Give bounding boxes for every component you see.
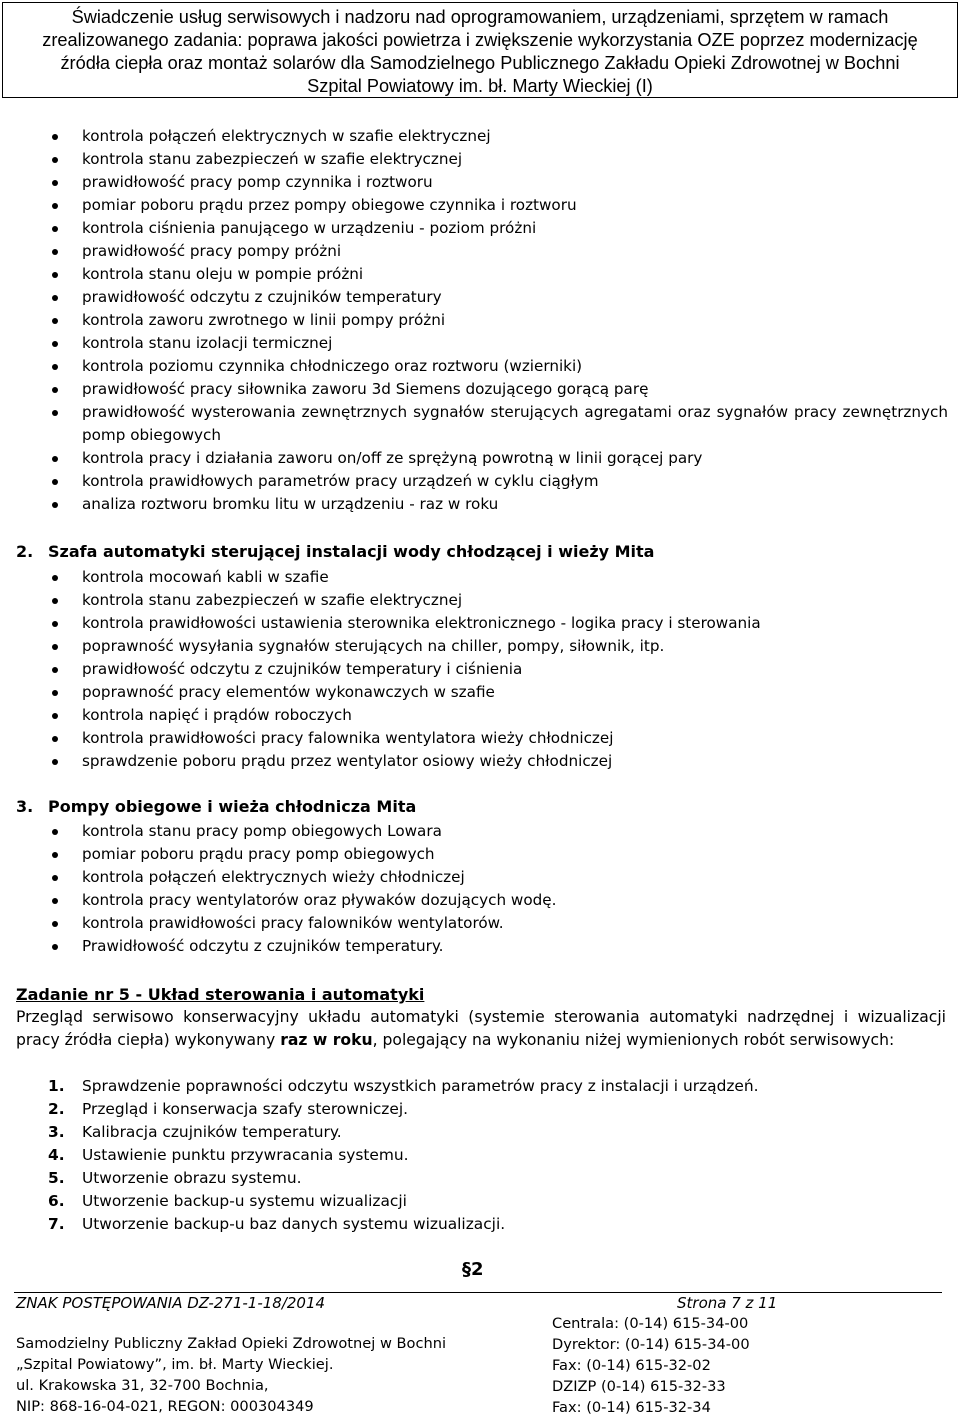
list-item: kontrola prawidłowości ustawienia sterownika elektronicznego - logika pracy i sterowania: [0, 612, 761, 635]
list-item: Prawidłowość odczytu z czujników temperatury.: [0, 935, 556, 958]
zadanie-paragraph: Przegląd serwisowo konserwacyjny układu automatyki (systemie sterowania automatyki nadrzędnej i wizualizacji pracy źródła ciepła) wykonywany raz w roku, polegający na wykonaniu niżej wymienionych robót serwisowych:: [16, 1008, 946, 1049]
list-item: kontrola zaworu zwrotnego w linii pompy próżni: [0, 309, 948, 332]
list-item: kontrola stanu izolacji termicznej: [0, 332, 948, 355]
list-item: prawidłowość odczytu z czujników temperatury: [0, 286, 948, 309]
bullet-icon: [52, 575, 58, 581]
list-item: 2. Przegląd i konserwacja szafy sterowniczej.: [48, 1100, 409, 1118]
footer-reference: ZNAK POSTĘPOWANIA DZ-271-1-18/2014: [16, 1294, 326, 1312]
bullet-icon: [52, 502, 58, 508]
zadanie-steps: [0, 1075, 759, 1236]
header-line: źródła ciepła oraz montaż solarów dla Samodzielnego Publicznego Zakładu Opieki Zdrowotnej w Bochni: [60, 53, 900, 73]
list-item: kontrola prawidłowych parametrów pracy urządzeń w cyklu ciągłym: [0, 470, 948, 493]
section2-list: [0, 566, 761, 773]
list-item: kontrola stanu zabezpieczeń w szafie elektrycznej: [0, 589, 761, 612]
list-item: 5. Utworzenie obrazu systemu.: [48, 1169, 302, 1187]
list-item: 4. Ustawienie punktu przywracania systemu.: [48, 1146, 409, 1164]
list-item: pomiar poboru prądu pracy pomp obiegowych: [0, 843, 556, 866]
bullet-icon: [52, 341, 58, 347]
bullet-icon: [52, 898, 58, 904]
list-item: analiza roztworu bromku litu w urządzeniu - raz w roku: [0, 493, 948, 516]
list-item: kontrola pracy wentylatorów oraz pływaków dozujących wodę.: [0, 889, 556, 912]
list-item: 1. Sprawdzenie poprawności odczytu wszystkich parametrów pracy z instalacji i urządzeń.: [48, 1077, 759, 1095]
footer-contact-line: Centrala: (0-14) 615-34-00: [552, 1315, 749, 1332]
list-item: poprawność pracy elementów wykonawczych w szafie: [0, 681, 761, 704]
bullet-icon: [52, 621, 58, 627]
bullet-icon: [52, 875, 58, 881]
bullet-icon: [52, 852, 58, 858]
section2-heading: 2. Szafa automatyki sterującej instalacji wody chłodzącej i wieży Mita: [16, 542, 655, 561]
list-item: prawidłowość odczytu z czujników temperatury i ciśnienia: [0, 658, 761, 681]
section3-list: [0, 820, 556, 958]
bullet-icon: [52, 249, 58, 255]
bullet-icon: [52, 759, 58, 765]
list-item: kontrola napięć i prądów roboczych: [0, 704, 761, 727]
list-item: kontrola pracy i działania zaworu on/off ze sprężyną powrotną w linii gorącej pary: [0, 447, 948, 470]
bullet-icon: [52, 180, 58, 186]
bullet-icon: [52, 644, 58, 650]
bullet-icon: [52, 295, 58, 301]
list-item: kontrola poziomu czynnika chłodniczego oraz roztworu (wzierniki): [0, 355, 948, 378]
footer-address-line: „Szpital Powiatowy”, im. bł. Marty Wieckiej.: [16, 1356, 334, 1373]
footer-contact-line: Fax: (0-14) 615-32-34: [552, 1399, 711, 1416]
footer-contact-line: DZIZP (0-14) 615-32-33: [552, 1378, 726, 1395]
footer-address: [16, 1333, 446, 1417]
list-item: pomiar poboru prądu przez pompy obiegowe czynnika i roztworu: [0, 194, 948, 217]
page-number: Strona 7 z 11: [677, 1294, 778, 1312]
section3-heading: 3. Pompy obiegowe i wieża chłodnicza Mita: [16, 797, 417, 816]
document-header: [2, 2, 958, 98]
list-item: 7. Utworzenie backup-u baz danych systemu wizualizacji.: [48, 1215, 506, 1233]
list-item: prawidłowość pracy pomp czynnika i roztworu: [0, 171, 948, 194]
footer-divider: [14, 1292, 942, 1293]
list-item: 3. Kalibracja czujników temperatury.: [48, 1123, 342, 1141]
footer-address-line: ul. Krakowska 31, 32-700 Bochnia,: [16, 1377, 269, 1394]
list-item: kontrola ciśnienia panującego w urządzeniu - poziom próżni: [0, 217, 948, 240]
list-item: kontrola połączeń elektrycznych wieży chłodniczej: [0, 866, 556, 889]
bullet-icon: [52, 713, 58, 719]
bullet-icon: [52, 318, 58, 324]
footer-address-line: Samodzielny Publiczny Zakład Opieki Zdrowotnej w Bochni: [16, 1335, 447, 1352]
bullet-icon: [52, 598, 58, 604]
list-item: kontrola prawidłowości pracy falowników wentylatorów.: [0, 912, 556, 935]
section1-list: [0, 125, 948, 516]
header-line: Szpital Powiatowy im. bł. Marty Wieckiej (I): [307, 76, 653, 96]
bullet-icon: [52, 944, 58, 950]
list-item: 6. Utworzenie backup-u systemu wizualizacji: [48, 1192, 407, 1210]
list-item: sprawdzenie poboru prądu przez wentylator osiowy wieży chłodniczej: [0, 750, 761, 773]
bullet-icon: [52, 736, 58, 742]
bullet-icon: [52, 667, 58, 673]
bullet-icon: [52, 456, 58, 462]
list-item: kontrola prawidłowości pracy falownika wentylatora wieży chłodniczej: [0, 727, 761, 750]
list-item: poprawność wysyłania sygnałów sterujących na chiller, pompy, siłownik, itp.: [0, 635, 761, 658]
list-item: kontrola mocowań kabli w szafie: [0, 566, 761, 589]
bullet-icon: [52, 829, 58, 835]
bullet-icon: [52, 134, 58, 140]
list-item: kontrola stanu pracy pomp obiegowych Lowara: [0, 820, 556, 843]
footer-address-line: NIP: 868-16-04-021, REGON: 000304349: [16, 1398, 314, 1415]
bullet-icon: [52, 479, 58, 485]
footer-contact-line: Fax: (0-14) 615-32-02: [552, 1357, 711, 1374]
bullet-icon: [52, 921, 58, 927]
footer-contacts: [552, 1313, 750, 1418]
bullet-icon: [52, 364, 58, 370]
bullet-icon: [52, 387, 58, 393]
bullet-icon: [52, 226, 58, 232]
zadanie-title: Zadanie nr 5 - Układ sterowania i automatyki: [16, 985, 425, 1004]
list-item: prawidłowość pracy siłownika zaworu 3d Siemens dozującego gorącą parę: [0, 378, 948, 401]
bullet-icon: [52, 272, 58, 278]
list-item: prawidłowość wysterowania zewnętrznych sygnałów sterujących agregatami oraz sygnałów pracy zewnętrznych pomp obiegowych: [0, 401, 948, 447]
header-line: Świadczenie usług serwisowych i nadzoru nad oprogramowaniem, urządzeniami, sprzętem w ramach: [71, 7, 889, 27]
paragraph-mark: §2: [462, 1259, 484, 1280]
list-item: kontrola stanu zabezpieczeń w szafie elektrycznej: [0, 148, 948, 171]
list-item: kontrola połączeń elektrycznych w szafie elektrycznej: [0, 125, 948, 148]
footer-contact-line: Dyrektor: (0-14) 615-34-00: [552, 1336, 750, 1353]
bullet-icon: [52, 410, 58, 416]
list-item: prawidłowość pracy pompy próżni: [0, 240, 948, 263]
list-item: kontrola stanu oleju w pompie próżni: [0, 263, 948, 286]
bullet-icon: [52, 157, 58, 163]
header-line: zrealizowanego zadania: poprawa jakości powietrza i zwiększenie wykorzystania OZE poprzez modernizację: [42, 30, 918, 50]
bullet-icon: [52, 690, 58, 696]
bullet-icon: [52, 203, 58, 209]
